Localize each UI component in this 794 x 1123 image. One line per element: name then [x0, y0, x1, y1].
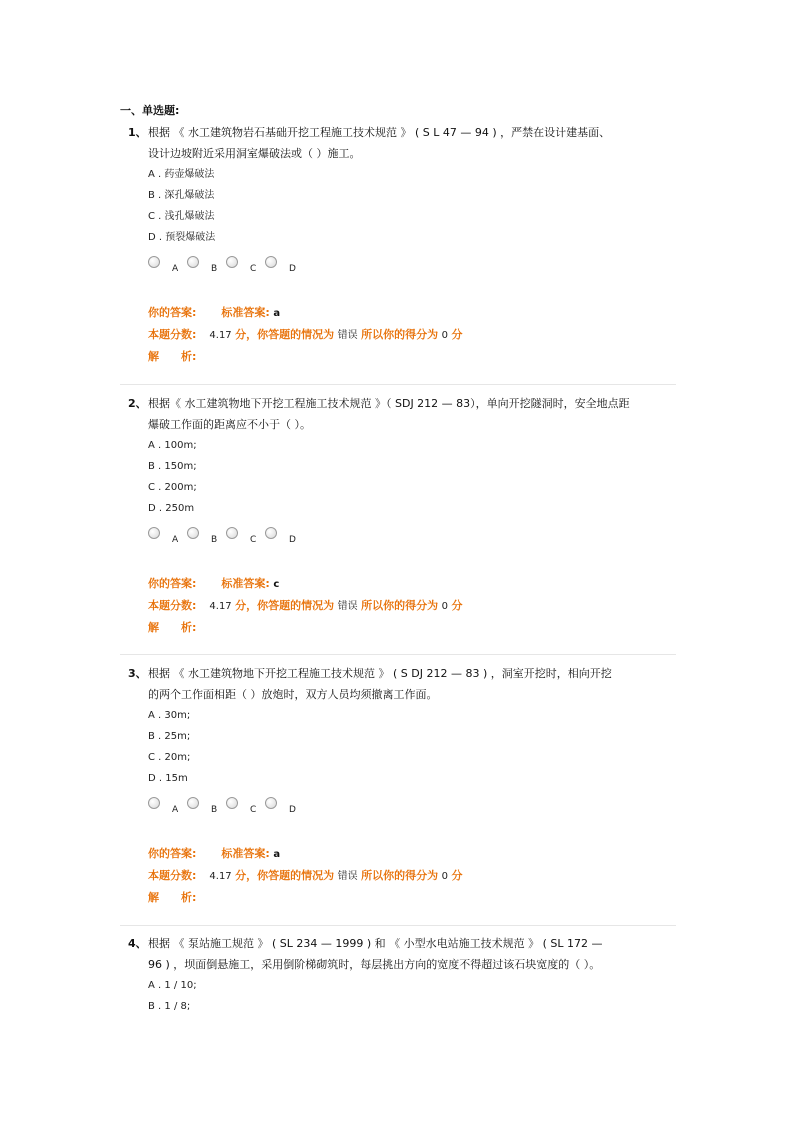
radio-a[interactable]: [148, 527, 160, 539]
radio-a[interactable]: [148, 256, 160, 268]
result-text: 所以你的得分为: [361, 599, 439, 612]
score-value: 4.17: [209, 601, 232, 612]
score-text: 分，你答题的情况为: [235, 869, 335, 882]
result-value: 0: [441, 601, 449, 612]
result-text: 所以你的得分为: [361, 869, 439, 882]
score-label: 本题分数:: [148, 869, 197, 882]
result-value: 0: [441, 871, 449, 882]
option-c: C . 20m;: [148, 752, 191, 763]
radio-label-a: A: [172, 535, 179, 545]
status-text: 错误: [337, 871, 358, 882]
standard-answer-value: a: [273, 849, 281, 860]
answer-line: [148, 302, 676, 324]
question-text-line: 的两个工作面相距（ ）放炮时，双方人员均须撤离工作面。: [148, 688, 438, 701]
option-c: C . 200m;: [148, 482, 197, 493]
radio-label-a: A: [172, 264, 179, 274]
result-unit: 分: [451, 599, 463, 612]
radio-label-d: D: [289, 264, 296, 274]
option-d: D . 预裂爆破法: [148, 232, 216, 243]
divider: [120, 925, 676, 926]
question-text-line: 根据 《 泵站施工规范 》 ( SL 234 — 1999 ) 和 《 小型水电站施工技术规范 》 ( SL 172 —: [148, 937, 603, 950]
answer-radios: [120, 797, 676, 823]
option-b: B . 深孔爆破法: [148, 190, 215, 201]
score-value: 4.17: [209, 330, 232, 341]
score-text: 分，你答题的情况为: [235, 599, 335, 612]
radio-label-c: C: [250, 535, 257, 545]
question-number: 3、: [128, 667, 147, 680]
question-text-line: 根据《 水工建筑物地下开挖工程施工技术规范 》（ SDJ 212 — 83），单向开挖隧洞时，安全地点距: [148, 397, 630, 410]
score-line: [148, 865, 676, 887]
analysis-line: [148, 617, 676, 638]
radio-label-d: D: [289, 805, 296, 815]
question-3: [120, 663, 676, 908]
standard-answer-label: 标准答案:: [221, 847, 270, 860]
question-text: [120, 393, 676, 435]
option-a: A . 1 / 10;: [148, 980, 197, 991]
answer-line: [148, 573, 676, 595]
option-a: A . 100m;: [148, 440, 197, 451]
analysis-line: [148, 346, 676, 367]
question-text-line: 根据 《 水工建筑物岩石基础开挖工程施工技术规范 》 ( S L 47 — 94 ) ，严禁在设计建基面、: [148, 126, 611, 139]
question-text-line: 爆破工作面的距离应不小于（ ）。: [148, 418, 311, 431]
answer-block: [120, 302, 676, 367]
status-text: 错误: [337, 601, 358, 612]
option-b: B . 150m;: [148, 461, 197, 472]
question-text-line: 设计边坡附近采用洞室爆破法或（ ）施工。: [148, 147, 361, 160]
standard-answer-value: a: [273, 308, 281, 319]
radio-b[interactable]: [187, 256, 199, 268]
option-a: A . 药壶爆破法: [148, 169, 215, 180]
score-line: [148, 595, 676, 617]
option-d: D . 250m: [148, 503, 195, 514]
radio-d[interactable]: [265, 256, 277, 268]
radio-label-d: D: [289, 535, 296, 545]
status-text: 错误: [337, 330, 358, 341]
radio-c[interactable]: [226, 527, 238, 539]
question-number: 2、: [128, 397, 147, 410]
result-unit: 分: [451, 328, 463, 341]
radio-b[interactable]: [187, 527, 199, 539]
answer-radios: [120, 256, 676, 282]
answer-block: [120, 573, 676, 638]
score-value: 4.17: [209, 871, 232, 882]
radio-label-a: A: [172, 805, 179, 815]
score-line: [148, 324, 676, 346]
question-4: [120, 933, 676, 1017]
radio-label-b: B: [211, 535, 218, 545]
divider: [120, 384, 676, 385]
section-title: 一、单选题:: [120, 104, 180, 117]
analysis-label: 解 析:: [148, 350, 197, 363]
radio-label-c: C: [250, 264, 257, 274]
radio-b[interactable]: [187, 797, 199, 809]
answer-radios: [120, 527, 676, 553]
option-a: A . 30m;: [148, 710, 191, 721]
question-text: [120, 663, 676, 705]
question-text: [120, 122, 676, 164]
radio-label-c: C: [250, 805, 257, 815]
radio-c[interactable]: [226, 797, 238, 809]
option-b: B . 1 / 8;: [148, 1001, 191, 1012]
question-text-line: 根据 《 水工建筑物地下开挖工程施工技术规范 》 ( S DJ 212 — 83 ) ，洞室开挖时，相向开挖: [148, 667, 612, 680]
answer-line: [148, 843, 676, 865]
your-answer-label: 你的答案:: [148, 306, 197, 319]
question-number: 4、: [128, 937, 147, 950]
radio-d[interactable]: [265, 797, 277, 809]
result-value: 0: [441, 330, 449, 341]
option-d: D . 15m: [148, 773, 188, 784]
option-b: B . 25m;: [148, 731, 191, 742]
radio-label-b: B: [211, 805, 218, 815]
score-text: 分，你答题的情况为: [235, 328, 335, 341]
result-text: 所以你的得分为: [361, 328, 439, 341]
analysis-label: 解 析:: [148, 621, 197, 634]
question-2: [120, 393, 676, 638]
score-label: 本题分数:: [148, 328, 197, 341]
question-number: 1、: [128, 126, 147, 139]
radio-a[interactable]: [148, 797, 160, 809]
radio-label-b: B: [211, 264, 218, 274]
score-label: 本题分数:: [148, 599, 197, 612]
divider: [120, 654, 676, 655]
your-answer-label: 你的答案:: [148, 847, 197, 860]
standard-answer-label: 标准答案:: [221, 306, 270, 319]
standard-answer-label: 标准答案:: [221, 577, 270, 590]
analysis-label: 解 析:: [148, 891, 197, 904]
question-text: [120, 933, 676, 975]
result-unit: 分: [451, 869, 463, 882]
radio-d[interactable]: [265, 527, 277, 539]
analysis-line: [148, 887, 676, 908]
your-answer-label: 你的答案:: [148, 577, 197, 590]
standard-answer-value: c: [273, 579, 280, 590]
question-text-line: 96 ) ，坝面倒悬施工，采用倒阶梯砌筑时，每层挑出方向的宽度不得超过该石块宽度的（ ）。: [148, 958, 601, 971]
radio-c[interactable]: [226, 256, 238, 268]
question-1: [120, 122, 676, 367]
option-c: C . 浅孔爆破法: [148, 211, 215, 222]
answer-block: [120, 843, 676, 908]
